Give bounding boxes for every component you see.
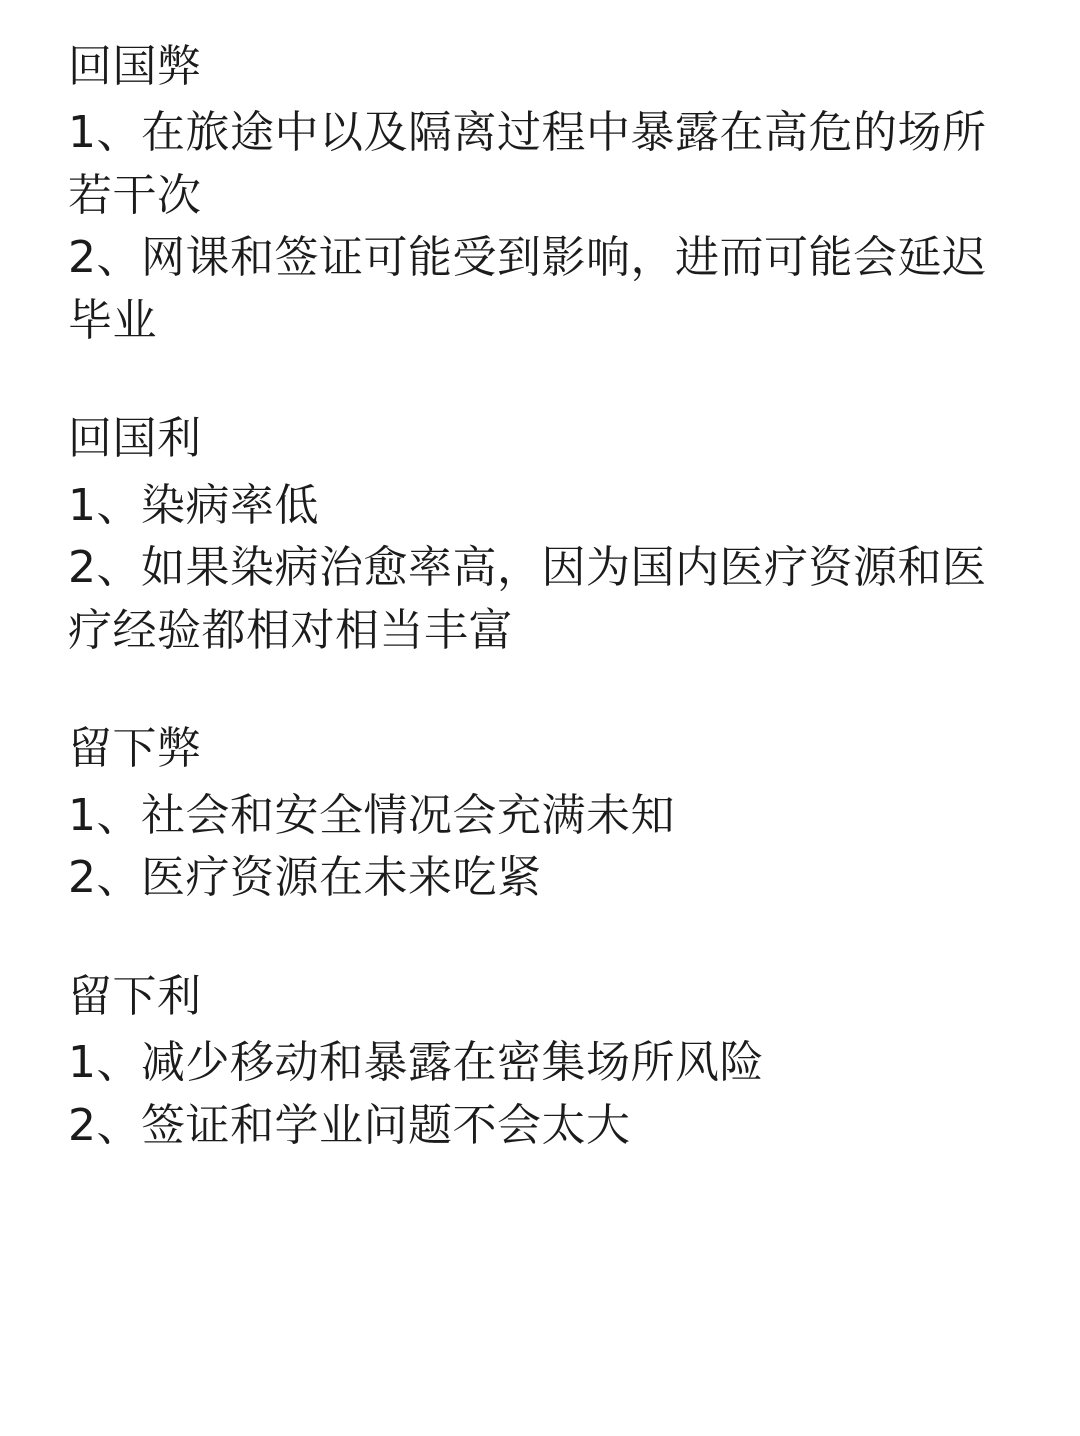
section-stay-cons [68,718,1020,909]
list-item: 1、减少移动和暴露在密集场所风险 [68,1037,764,1089]
list-item: 2、签证和学业问题不会太大 [68,1099,631,1151]
list-item: 1、在旅途中以及隔离过程中暴露在高危的场所若干次 [68,107,987,221]
section-heading: 回国弊 [68,41,202,92]
section-heading: 回国利 [68,413,202,465]
list-item: 2、网课和签证可能受到影响，进而可能会延迟毕业 [68,232,987,346]
section-heading: 留下弊 [68,723,202,775]
section-return-pros [68,408,1020,662]
section-heading: 留下利 [68,970,202,1022]
list-item: 2、如果染病治愈率高，因为国内医疗资源和医疗经验都相对相当丰富 [68,542,987,656]
list-item: 1、染病率低 [68,479,319,531]
list-item: 1、社会和安全情况会充满未知 [68,789,675,841]
section-stay-pros [68,966,1020,1157]
list-item: 2、医疗资源在未来吃紧 [68,852,542,904]
section-return-cons [68,36,1020,352]
